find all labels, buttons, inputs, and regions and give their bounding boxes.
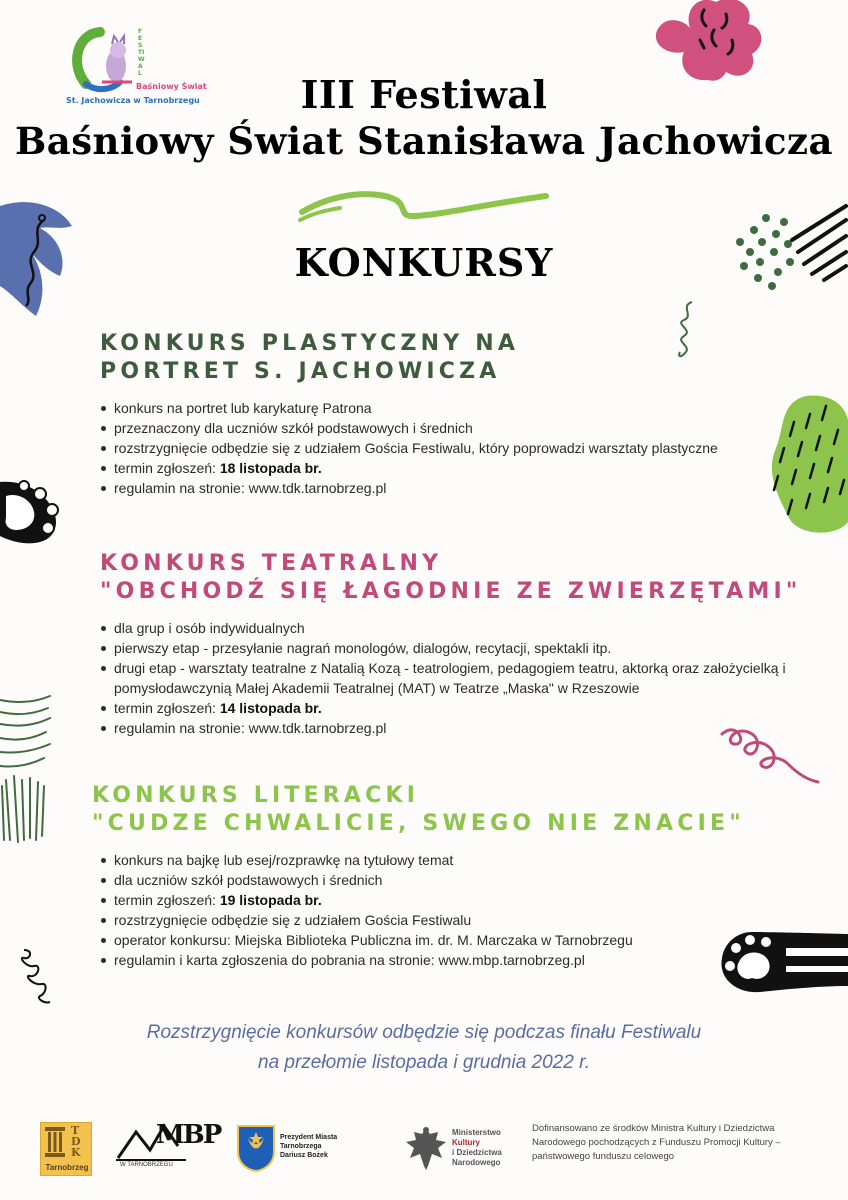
contest-title-line2: "OBCHODŹ SIĘ ŁAGODNIE ZE ZWIERZĘTAMI" [100, 579, 802, 604]
column-icon [45, 1127, 65, 1157]
tdk-logo [40, 1122, 92, 1176]
contest-title-line2: PORTRET S. JACHOWICZA [100, 359, 501, 384]
contest-title-line1: KONKURS PLASTYCZNY NA [100, 331, 520, 356]
list-item-text: drugi etap - warsztaty teatralne z Natalią Kozą - teatrologiem, pedagogiem teatru, aktorką oraz założycielką i pomysłodawczynią Małej Akademii Teatralnej (MAT) w Teatrze „Maska" w Rzeszowie [114, 660, 786, 696]
ministry-line2: Kultury [452, 1138, 480, 1147]
list-item-text: termin zgłoszeń: [114, 700, 220, 716]
tdk-city: Tarnobrzeg [45, 1163, 89, 1172]
festival-title-line2: Baśniowy Świat Stanisława Jachowicza [14, 119, 834, 163]
list-item-text: przeznaczony dla uczniów szkół podstawowych i średnich [114, 420, 473, 436]
prezydent-line2: Tarnobrzega [280, 1143, 322, 1150]
list-item [100, 718, 820, 738]
deadline-date: 19 listopada br. [219, 892, 322, 908]
list-item [100, 398, 820, 418]
list-item-text: pierwszy etap - przesyłanie nagrań monologów, dialogów, recytacji, spektakli itp. [114, 640, 612, 656]
contest-title [100, 330, 820, 386]
list-item-text: konkurs na portret lub karykaturę Patrona [114, 400, 372, 416]
funding-note: Dofinansowano ze środków Ministra Kultury i Dziedzictwa Narodowego pochodzących z Funduszu Promocji Kultury – państwowego funduszu celowego [532, 1123, 781, 1162]
contest-bullet-list [100, 398, 820, 498]
list-item-text: rozstrzygnięcie odbędzie się z udziałem Gościa Festiwalu, który poprowadzi warsztaty plastyczne [114, 440, 718, 456]
prezydent-line3: Dariusz Bożek [280, 1152, 328, 1159]
list-item-text: termin zgłoszeń: [114, 460, 220, 476]
contest-title [92, 782, 812, 838]
mbp-city: W TARNOBRZEGU [120, 1162, 173, 1168]
city-crest-logo [236, 1124, 276, 1172]
list-item [100, 418, 820, 438]
list-item-text: regulamin na stronie: www.tdk.tarnobrzeg.pl [114, 720, 387, 736]
list-item-text: dla grup i osób indywidualnych [114, 620, 305, 636]
dark-spiral-decoration [18, 946, 52, 1006]
contest-title [100, 550, 820, 606]
list-item-text: termin zgłoszeń: [114, 892, 220, 908]
list-item [100, 910, 812, 930]
mbp-logo [116, 1118, 221, 1174]
eagle-emblem-logo [404, 1124, 448, 1172]
contest-bullet-list [100, 850, 812, 970]
contest-title-line1: KONKURS LITERACKI [92, 783, 420, 808]
logo-name-line1: Baśniowy Świat [136, 82, 207, 91]
tdk-letters: TDK [71, 1124, 81, 1159]
contest-plastic [100, 330, 820, 498]
ministry-line3: i Dziedzictwa [452, 1148, 502, 1157]
paw-print-left-decoration [0, 474, 64, 548]
grass-decoration [0, 690, 54, 850]
list-item-text: konkurs na bajkę lub esej/rozprawkę na tytułowy temat [114, 852, 454, 868]
list-item [100, 618, 820, 638]
list-item [100, 930, 812, 950]
list-item [100, 870, 812, 890]
closing-announcement [0, 1018, 848, 1078]
prezydent-line1: Prezydent Miasta [280, 1134, 338, 1141]
list-item [100, 438, 820, 458]
ministry-line1: Ministerstwo [452, 1128, 501, 1137]
list-item-text: dla uczniów szkół podstawowych i średnich [114, 872, 383, 888]
green-squiggle-decoration [296, 186, 552, 228]
contest-theatre [100, 550, 820, 738]
contest-title-line1: KONKURS TEATRALNY [100, 551, 443, 576]
logo-vertical-text: FESTIWAL [138, 28, 145, 77]
list-item [100, 850, 812, 870]
ministry-label [452, 1128, 527, 1168]
list-item [100, 698, 820, 718]
list-item-text: regulamin na stronie: www.tdk.tarnobrzeg.pl [114, 480, 387, 496]
prezydent-label [280, 1133, 360, 1160]
logo-name-line2: St. Jachowicza w Tarnobrzegu [66, 96, 200, 105]
closing-line2: na przełomie listopada i grudnia 2022 r. [258, 1052, 590, 1073]
list-item [100, 890, 812, 910]
list-item-text: operator konkursu: Miejska Biblioteka Publiczna im. dr. M. Marczaka w Tarnobrzegu [114, 932, 633, 948]
list-item [100, 950, 812, 970]
contest-title-line2: "CUDZE CHWALICIE, SWEGO NIE ZNACIE" [92, 811, 745, 836]
pink-flower-decoration [648, 0, 768, 82]
deadline-date: 14 listopada br. [219, 700, 322, 716]
ministry-line4: Narodowego [452, 1158, 501, 1167]
contest-literary [92, 782, 812, 970]
list-item [100, 658, 820, 698]
list-item [100, 458, 820, 478]
list-item [100, 478, 820, 498]
list-item-text: rozstrzygnięcie odbędzie się z udziałem Gościa Festiwalu [114, 912, 472, 928]
list-item-text: regulamin i karta zgłoszenia do pobrania na stronie: www.mbp.tarnobrzeg.pl [114, 952, 585, 968]
section-heading-konkursy: KONKURSY [294, 240, 554, 285]
mbp-letters: MBP [156, 1120, 221, 1150]
deadline-date: 18 listopada br. [219, 460, 322, 476]
list-item [100, 638, 820, 658]
closing-line1: Rozstrzygnięcie konkursów odbędzie się podczas finału Festiwalu [146, 1022, 702, 1043]
festival-title-line1: III Festiwal [300, 72, 548, 117]
contest-bullet-list [100, 618, 820, 738]
